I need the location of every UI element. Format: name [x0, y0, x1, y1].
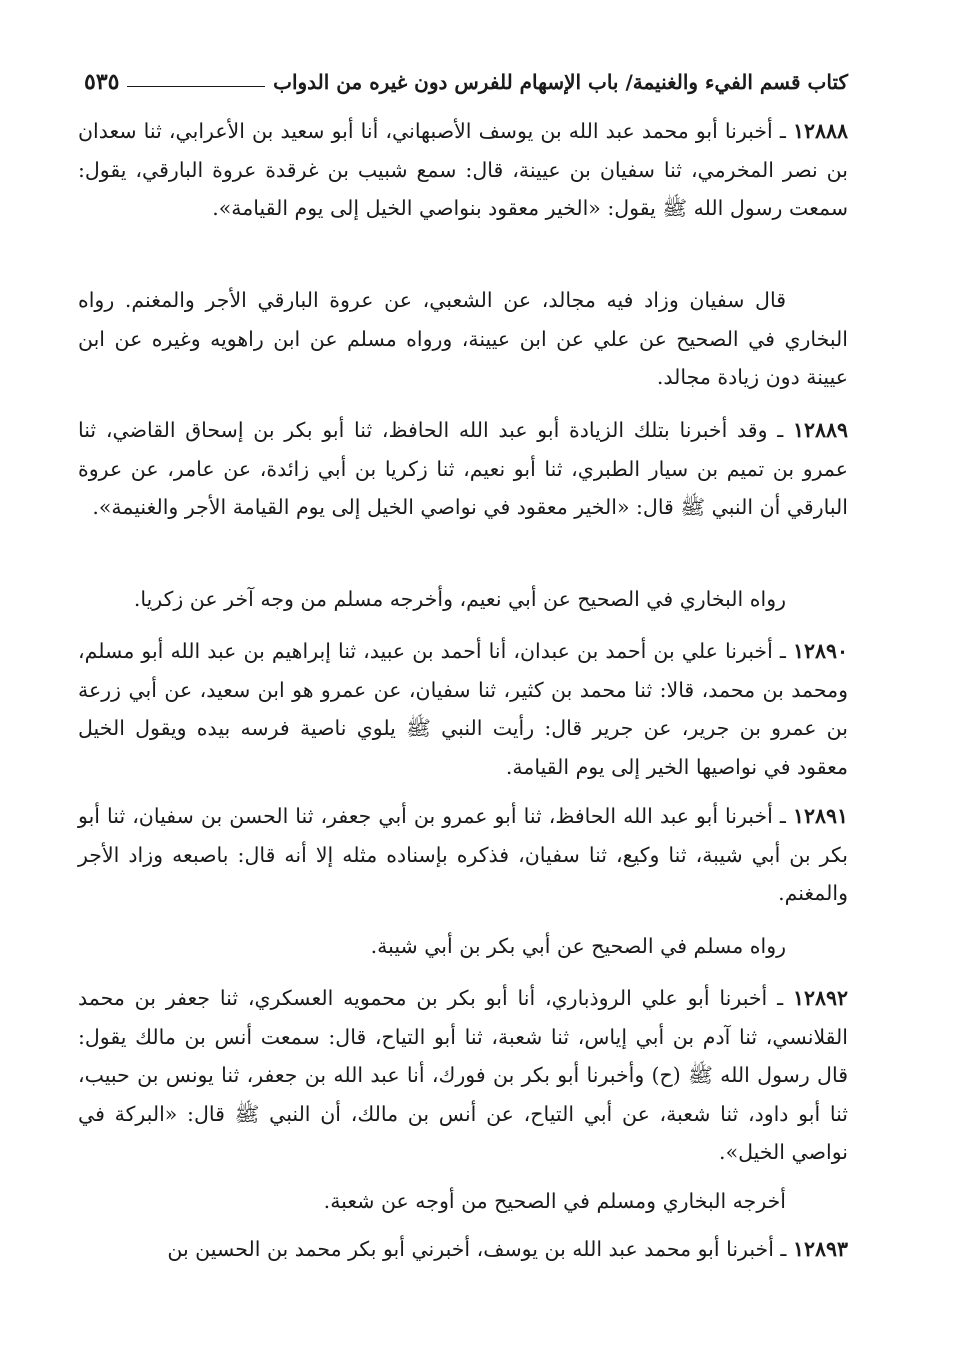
commentary-12892: أخرجه البخاري ومسلم في الصحيح من أوجه عن شعبة.	[323, 1189, 786, 1213]
hadith-number: ١٢٨٩١	[792, 804, 848, 828]
hadith-number: ١٢٨٩٢	[792, 986, 848, 1010]
hadith-12893	[78, 1230, 848, 1270]
hadith-text: ـ أخبرنا علي بن أحمد بن عبدان، أنا أحمد بن عبيد، ثنا إبراهيم بن عبد الله أبو مسلم، ومحمد بن محمد، قالا: ثنا محمد بن كثير، ثنا سفيان، عن عمرو هو ابن سعيد، عن أبي زرعة بن عمرو بن جرير، عن جرير قال: رأيت النبي ﷺ يلوي ناصية فرسه بيده ويقول الخيل معقود في نواصيها الخير إلى يوم القيامة.	[78, 639, 848, 779]
running-header	[78, 60, 848, 104]
hadith-number: ١٢٨٩٠	[792, 639, 848, 663]
book-page	[78, 60, 848, 1360]
hadith-12892	[78, 979, 848, 1174]
hadith-text: ـ أخبرنا أبو محمد عبد الله بن يوسف الأصبهاني، أنا أبو سعيد بن الأعرابي، ثنا سعدان بن نصر المخرمي، ثنا سفيان بن عيينة، قال: سمع شبيب بن غرقدة عروة البارقي، يقول: سمعت رسول الله ﷺ يقول: «الخير معقود بنواصي الخيل إلى يوم القيامة».	[78, 119, 848, 220]
chapter-title: كتاب قسم الفيء والغنيمة/ باب الإسهام للفرس دون غيره من الدواب	[273, 70, 848, 94]
hadith-number: ١٢٨٩٣	[792, 1237, 848, 1261]
hadith-12891	[78, 797, 848, 915]
page-number: ٥٣٥	[84, 69, 120, 95]
hadith-number: ١٢٨٨٩	[792, 418, 848, 442]
commentary-12889: رواه البخاري في الصحيح عن أبي نعيم، وأخرجه مسلم من وجه آخر عن زكريا.	[133, 587, 786, 611]
hadith-text: ـ أخبرنا أبو علي الروذباري، أنا أبو بكر بن محمويه العسكري، ثنا جعفر بن محمد القلانسي، ثنا آدم بن أبي إياس، ثنا شعبة، ثنا أبو التياح، قال: سمعت أنس بن مالك يقول: قال رسول الله ﷺ (ح) وأخبرنا أبو بكر بن فورك، أنا عبد الله بن جعفر، ثنا يونس بن حبيب، ثنا أبو داود، ثنا شعبة، عن أبي التياح، عن أنس بن مالك، أن النبي ﷺ قال: «البركة في نواصي الخيل».	[78, 986, 848, 1164]
commentary-12891: رواه مسلم في الصحيح عن أبي بكر بن أبي شيبة.	[370, 934, 786, 958]
hadith-12889	[78, 411, 848, 568]
hadith-number: ١٢٨٨٨	[792, 119, 848, 143]
hadith-12888	[78, 112, 848, 269]
header-rule	[127, 86, 265, 87]
hadith-12890	[78, 632, 848, 789]
commentary-12888: قال سفيان وزاد فيه مجالد، عن الشعبي، عن عروة البارقي الأجر والمغنم. رواه البخاري في الصحيح عن علي عن ابن عيينة، ورواه مسلم عن ابن راهويه وغيره عن ابن عيينة دون زيادة مجالد.	[78, 288, 848, 389]
hadith-text: ـ أخبرنا أبو عبد الله الحافظ، ثنا أبو عمرو بن أبي جعفر، ثنا الحسن بن سفيان، ثنا أبو بكر بن أبي شيبة، ثنا وكيع، ثنا سفيان، فذكره بإسناده مثله إلا أنه قال: باصبعه وزاد الأجر والمغنم.	[78, 804, 848, 905]
hadith-text: ـ أخبرنا أبو محمد عبد الله بن يوسف، أخبرني أبو بكر محمد بن الحسين بن	[167, 1237, 793, 1261]
hadith-text: ـ وقد أخبرنا بتلك الزيادة أبو عبد الله الحافظ، ثنا أبو بكر بن إسحاق القاضي، ثنا عمرو بن تميم بن سيار الطبري، ثنا أبو نعيم، ثنا زكريا بن أبي زائدة، عن عامر، عن عروة البارقي أن النبي ﷺ قال: «الخير معقود في نواصي الخيل إلى يوم القيامة الأجر والغنيمة».	[78, 418, 848, 519]
